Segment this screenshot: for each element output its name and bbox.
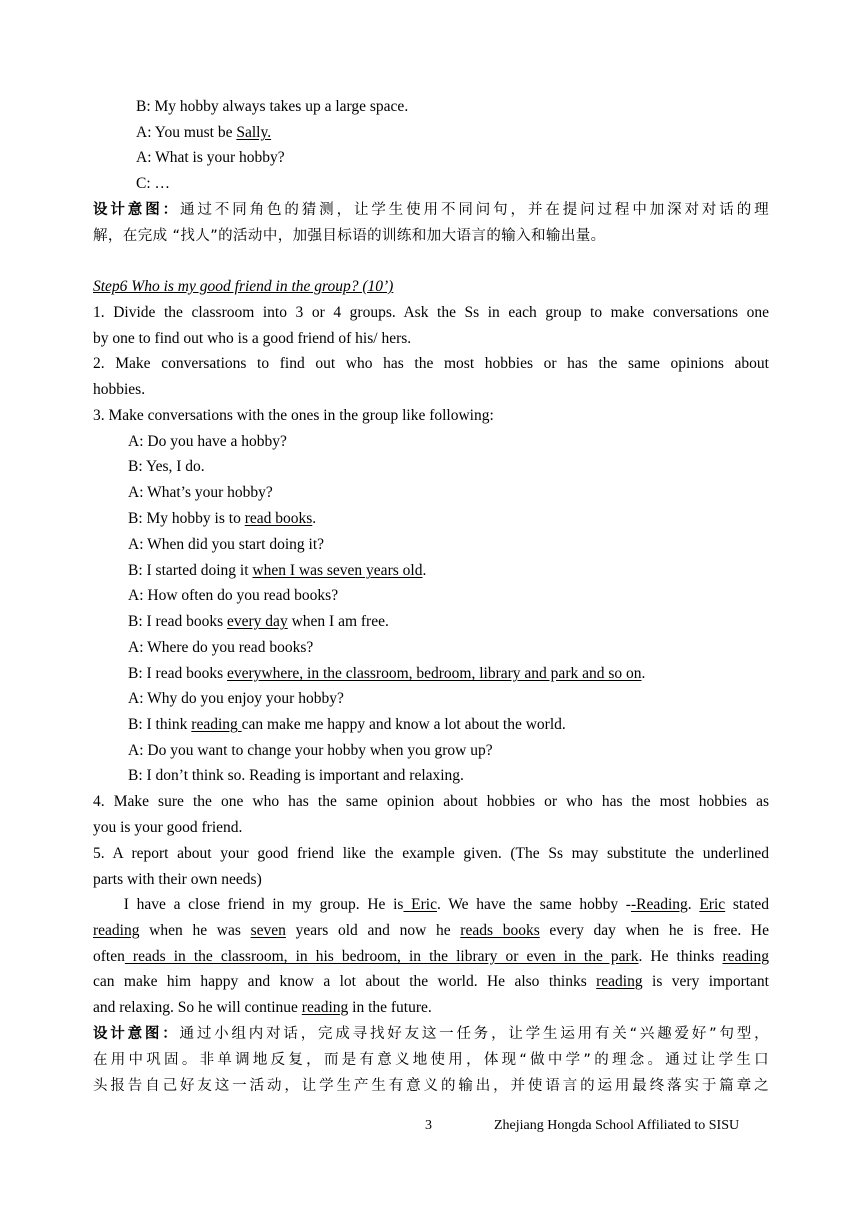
design-intent-line: 设计意图：通过不同角色的猜测，让学生使用不同问句，并在提问过程中加深对对话的理 [93, 202, 770, 218]
paragraph-line: 2. Make conversations to find out who has the most hobbies or has the same opinions about [93, 355, 769, 372]
design-intent-line: 头报告自己好友这一活动，让学生产生有意义的输出，并使语言的运用最终落实于篇章之 [93, 1078, 769, 1094]
dialog-line: A: Where do you read books? [128, 639, 314, 656]
dialog-line: A: How often do you read books? [128, 587, 339, 604]
paragraph-line: you is your good friend. [93, 819, 243, 836]
footer-school-name: Zhejiang Hongda School Affiliated to SISU [494, 1118, 740, 1133]
dialog-line: A: You must be Sally. [136, 124, 272, 141]
paragraph-line: 5. A report about your good friend like the example given. (The Ss may substitute the underlined [93, 845, 769, 862]
page-number: 3 [425, 1118, 432, 1133]
paragraph-line: 3. Make conversations with the ones in the group like following: [93, 407, 494, 424]
design-intent-label: 设计意图： [93, 202, 180, 218]
dialog-line: B: Yes, I do. [128, 458, 205, 475]
step-heading: Step6 Who is my good friend in the group? (10’) [93, 278, 394, 295]
dialog-line: C: … [136, 175, 171, 192]
report-line: reading when he was seven years old and now he reads books every day when he is free. He [93, 922, 769, 939]
paragraph-line: 4. Make sure the one who has the same opinion about hobbies or who has the most hobbies as [93, 793, 769, 810]
dialog-line: A: Do you have a hobby? [128, 433, 287, 450]
design-intent-line: 在用中巩固。非单调地反复，而是有意义地使用，体现“做中学”的理念。通过让学生口 [93, 1052, 769, 1068]
paragraph-line: parts with their own needs) [93, 871, 262, 888]
dialog-line: B: My hobby always takes up a large space. [136, 98, 409, 115]
design-intent-line: 解，在完成 “找人”的活动中，加强目标语的训练和加大语言的输入和输出量。 [93, 228, 606, 244]
paragraph-line: hobbies. [93, 381, 146, 398]
dialog-line: B: I started doing it when I was seven years old. [128, 562, 427, 579]
dialog-line: B: I don’t think so. Reading is important and relaxing. [128, 767, 464, 784]
dialog-line: B: I read books every day when I am free. [128, 613, 389, 630]
dialog-line: B: I think reading can make me happy and know a lot about the world. [128, 716, 566, 733]
design-intent-label: 设计意图： [93, 1026, 180, 1042]
paragraph-line: by one to find out who is a good friend of his/ hers. [93, 330, 412, 347]
paragraph-line: 1. Divide the classroom into 3 or 4 groups. Ask the Ss in each group to make conversations one [93, 304, 769, 321]
design-intent-line: 设计意图：通过小组内对话，完成寻找好友这一任务，让学生运用有关“兴趣爱好”句型， [93, 1026, 769, 1042]
dialog-line: B: I read books everywhere, in the classroom, bedroom, library and park and so on. [128, 665, 646, 682]
report-line: often reads in the classroom, in his bedroom, in the library or even in the park. He thinks reading [93, 948, 769, 965]
dialog-line: A: Why do you enjoy your hobby? [128, 690, 344, 707]
report-line: I have a close friend in my group. He is Eric. We have the same hobby --Reading. Eric stated [93, 896, 770, 913]
dialog-line: A: What is your hobby? [136, 149, 285, 166]
dialog-line: A: Do you want to change your hobby when you grow up? [128, 742, 493, 759]
dialog-line: B: My hobby is to read books. [128, 510, 317, 527]
report-line: can make him happy and know a lot about the world. He also thinks reading is very important [93, 973, 769, 990]
dialog-line: A: When did you start doing it? [128, 536, 325, 553]
dialog-line: A: What’s your hobby? [128, 484, 273, 501]
underlined-name: Sally. [236, 124, 272, 141]
report-line: and relaxing. So he will continue reading in the future. [93, 999, 432, 1016]
